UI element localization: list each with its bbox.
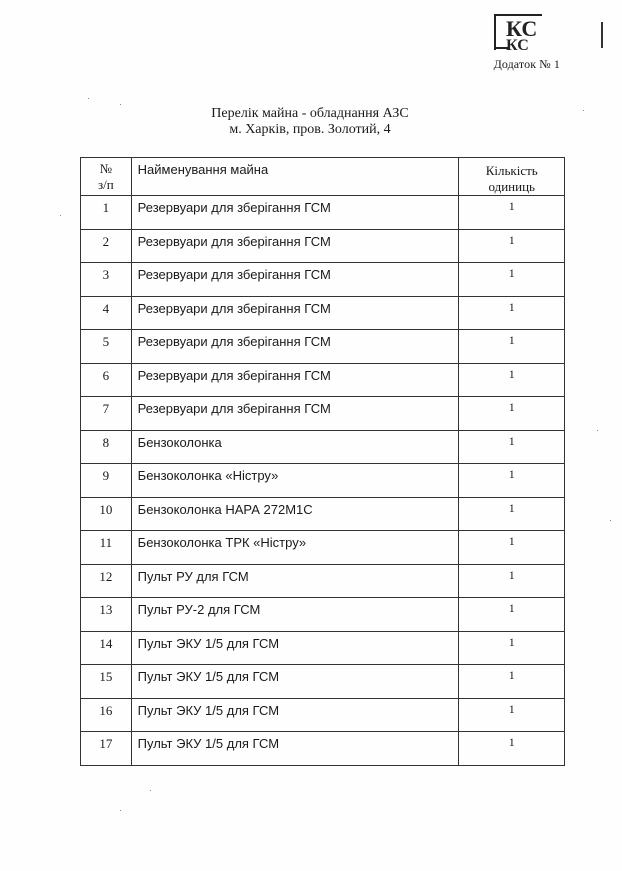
row-number-cell	[81, 196, 132, 230]
row-quantity-cell	[459, 698, 565, 732]
scan-speck	[120, 104, 121, 105]
row-quantity: 1	[508, 400, 515, 414]
property-table	[80, 157, 565, 766]
row-name: Пульт ЭКУ 1/5 для ГСМ	[137, 736, 280, 751]
row-number-cell	[81, 497, 132, 531]
scan-speck	[150, 790, 151, 791]
row-quantity: 1	[508, 333, 515, 347]
table-row	[81, 497, 565, 531]
svg-text:КС: КС	[506, 16, 538, 41]
row-quantity: 1	[508, 534, 515, 548]
title-line-1: Перелік майна - обладнання АЗС	[211, 106, 409, 121]
row-quantity: 1	[508, 232, 515, 247]
scan-speck	[597, 430, 598, 431]
stamp-fragment	[494, 14, 542, 50]
row-number: 7	[102, 401, 110, 416]
scan-speck	[583, 110, 584, 111]
table-row	[81, 665, 565, 699]
table-row	[81, 698, 565, 732]
row-quantity: 1	[508, 634, 515, 649]
row-number-cell	[81, 698, 132, 732]
row-quantity: 1	[508, 567, 515, 582]
row-number-cell	[81, 430, 132, 464]
scan-speck	[120, 810, 121, 811]
row-name-cell	[131, 229, 459, 263]
row-number-cell	[81, 598, 132, 632]
row-quantity: 1	[508, 299, 515, 314]
row-number-cell	[81, 263, 132, 297]
row-quantity-cell	[459, 397, 565, 431]
row-name: Пульт ЭКУ 1/5 для ГСМ	[137, 702, 280, 718]
row-name: Резервуари для зберігання ГСМ	[137, 200, 331, 215]
row-quantity-cell	[459, 564, 565, 598]
row-quantity-cell	[459, 598, 565, 632]
table-row	[81, 229, 565, 263]
row-number-cell	[81, 464, 132, 498]
row-quantity: 1	[508, 266, 515, 280]
row-number: 13	[99, 602, 113, 617]
row-number: 6	[102, 367, 110, 383]
table-row	[81, 430, 565, 464]
row-number-cell	[81, 631, 132, 665]
row-name: Пульт ЭКУ 1/5 для ГСМ	[137, 635, 280, 651]
table-row	[81, 397, 565, 431]
row-quantity-cell	[459, 464, 565, 498]
header-number-line-1: №	[99, 161, 113, 176]
row-number: 4	[102, 300, 110, 316]
row-name-cell	[131, 464, 459, 498]
row-name: Пульт РУ-2 для ГСМ	[137, 602, 261, 617]
stamp-logo-icon	[496, 16, 542, 50]
row-name-cell	[131, 497, 459, 531]
row-number: 5	[102, 334, 110, 349]
row-quantity: 1	[508, 701, 515, 716]
row-name-cell	[131, 430, 459, 464]
row-name: Резервуари для зберігання ГСМ	[137, 334, 331, 349]
row-quantity: 1	[508, 467, 515, 481]
table-row	[81, 531, 565, 565]
table-header-row	[81, 158, 565, 196]
row-number: 10	[99, 501, 113, 517]
row-number: 11	[99, 535, 113, 550]
row-name-cell	[131, 397, 459, 431]
table-row	[81, 330, 565, 364]
row-name: Бензоколонка НАРА 272М1С	[137, 501, 313, 517]
row-quantity: 1	[508, 433, 515, 448]
row-number: 3	[102, 267, 110, 282]
row-quantity-cell	[459, 196, 565, 230]
title-line-2: м. Харків, пров. Золотий, 4	[229, 122, 391, 137]
row-name-cell	[131, 598, 459, 632]
row-name-cell	[131, 732, 459, 766]
table-row	[81, 732, 565, 766]
table-row	[81, 363, 565, 397]
header-name-label: Найменування майна	[137, 162, 269, 177]
row-name: Пульт РУ для ГСМ	[137, 568, 249, 584]
table-row	[81, 564, 565, 598]
row-name-cell	[131, 296, 459, 330]
table-row	[81, 631, 565, 665]
row-quantity-cell	[459, 497, 565, 531]
row-quantity-cell	[459, 430, 565, 464]
row-name-cell	[131, 665, 459, 699]
row-name: Пульт ЭКУ 1/5 для ГСМ	[137, 669, 280, 684]
row-quantity-cell	[459, 263, 565, 297]
row-quantity: 1	[508, 500, 515, 515]
header-quantity-line-1: Кількість	[485, 163, 538, 178]
row-number-cell	[81, 397, 132, 431]
row-number: 1	[102, 200, 110, 215]
row-name-cell	[131, 531, 459, 565]
row-number-cell	[81, 531, 132, 565]
row-number: 14	[99, 635, 113, 651]
row-number: 15	[99, 669, 113, 684]
row-name: Бензоколонка	[137, 434, 222, 450]
row-quantity: 1	[508, 735, 515, 749]
row-number-cell	[81, 229, 132, 263]
row-name-cell	[131, 698, 459, 732]
row-number: 17	[99, 736, 113, 751]
table-row	[81, 464, 565, 498]
row-number-cell	[81, 330, 132, 364]
row-name: Резервуари для зберігання ГСМ	[137, 267, 331, 282]
row-quantity-cell	[459, 330, 565, 364]
row-name: Резервуари для зберігання ГСМ	[137, 401, 331, 416]
row-name-cell	[131, 363, 459, 397]
row-number-cell	[81, 564, 132, 598]
row-quantity-cell	[459, 363, 565, 397]
row-number-cell	[81, 665, 132, 699]
row-name: Резервуари для зберігання ГСМ	[137, 233, 331, 249]
table-row	[81, 196, 565, 230]
row-quantity-cell	[459, 665, 565, 699]
row-quantity-cell	[459, 531, 565, 565]
table-row	[81, 598, 565, 632]
row-quantity-cell	[459, 229, 565, 263]
row-number: 2	[102, 233, 110, 249]
row-quantity-cell	[459, 732, 565, 766]
row-name: Резервуари для зберігання ГСМ	[137, 367, 331, 383]
row-quantity-cell	[459, 631, 565, 665]
header-number-line-2: з/п	[97, 177, 114, 192]
row-number: 12	[99, 568, 113, 584]
document-title	[150, 106, 470, 138]
row-name-cell	[131, 196, 459, 230]
row-number: 16	[99, 702, 113, 718]
scan-speck	[60, 215, 61, 216]
table-row	[81, 296, 565, 330]
row-name-cell	[131, 631, 459, 665]
row-quantity: 1	[508, 199, 515, 213]
scan-edge-mark	[601, 22, 603, 48]
row-name-cell	[131, 564, 459, 598]
row-number-cell	[81, 363, 132, 397]
row-number-cell	[81, 732, 132, 766]
row-quantity: 1	[508, 668, 515, 682]
row-name: Бензоколонка ТРК «Ністру»	[137, 535, 307, 550]
row-number: 9	[102, 468, 110, 483]
header-name	[131, 158, 459, 196]
header-quantity	[459, 158, 565, 196]
row-name-cell	[131, 263, 459, 297]
row-number: 8	[102, 434, 110, 450]
row-name: Бензоколонка «Ністру»	[137, 468, 279, 483]
scan-speck	[610, 520, 611, 521]
header-quantity-line-2: одиниць	[488, 179, 535, 194]
row-quantity: 1	[508, 366, 515, 381]
scan-speck	[88, 98, 89, 99]
addendum-label: Додаток № 1	[493, 57, 560, 71]
table-row	[81, 263, 565, 297]
row-name-cell	[131, 330, 459, 364]
row-name: Резервуари для зберігання ГСМ	[137, 300, 331, 316]
row-number-cell	[81, 296, 132, 330]
row-quantity: 1	[508, 601, 515, 615]
svg-text:КС: КС	[506, 37, 529, 50]
header-number	[81, 158, 132, 196]
row-quantity-cell	[459, 296, 565, 330]
